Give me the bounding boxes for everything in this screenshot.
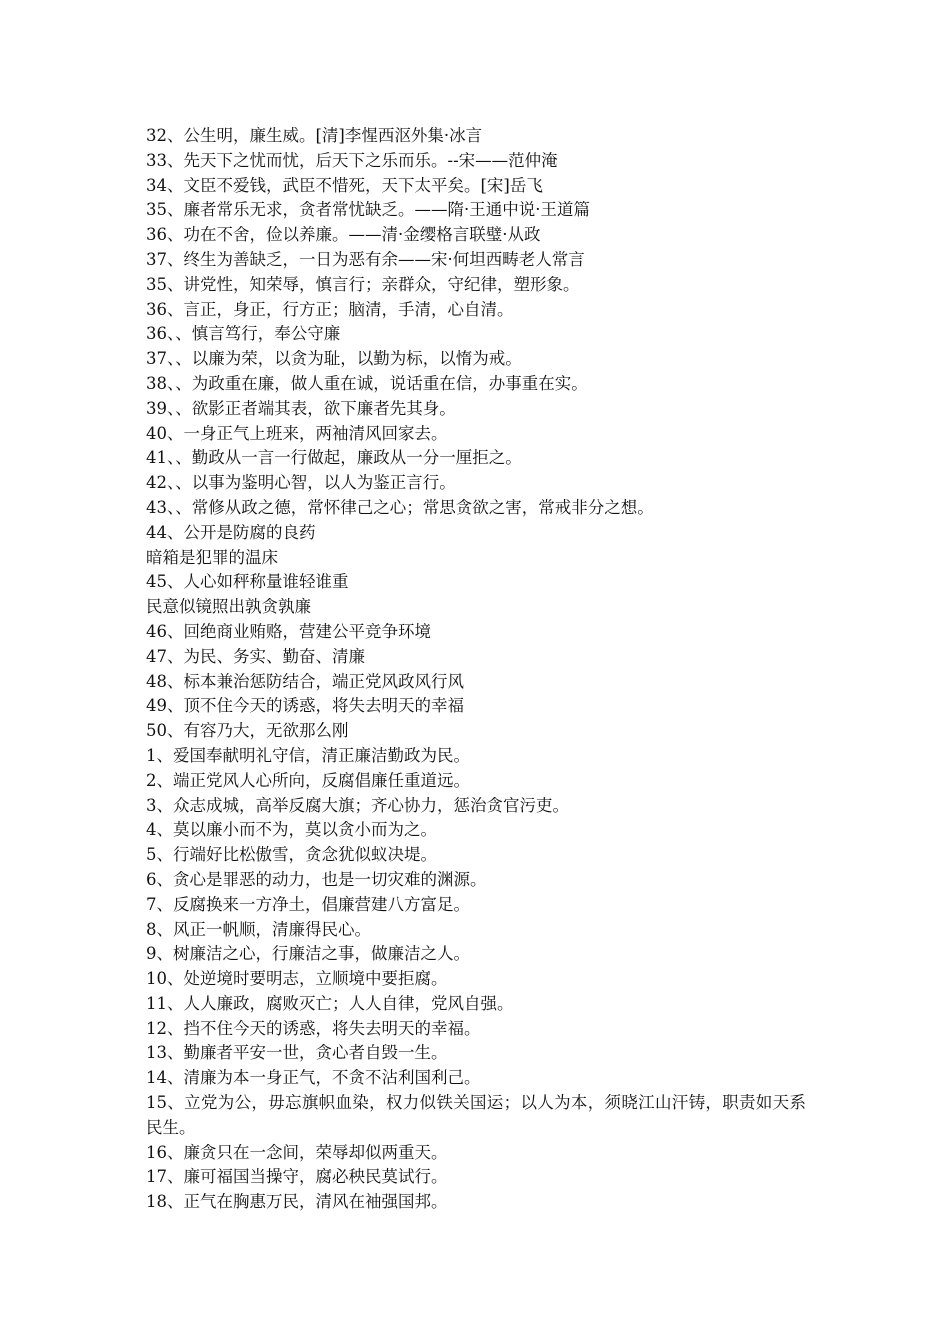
text-line: 5、行端好比松傲雪，贪念犹似蚁决堤。 xyxy=(146,845,437,865)
text-line: 17、廉可福国当操守，腐必秧民莫试行。 xyxy=(146,1167,448,1187)
text-line: 1、爱国奉献明礼守信，清正廉洁勤政为民。 xyxy=(146,745,470,765)
text-line: 11、人人廉政，腐败灭亡；人人自律，党风自强。 xyxy=(146,993,514,1013)
text-line: 13、勤廉者平安一世，贪心者自毁一生。 xyxy=(146,1043,448,1063)
text-line: 44、公开是防腐的良药 xyxy=(146,522,316,542)
text-line: 36、功在不舍，俭以养廉。——清·金缨格言联璧·从政 xyxy=(146,225,541,245)
text-line: 37、终生为善缺乏，一日为恶有余——宋·何坦西畴老人常言 xyxy=(146,249,585,269)
text-line: 3、众志成城，高举反腐大旗；齐心协力，惩治贪官污吏。 xyxy=(146,795,569,815)
text-line: 民意似镜照出孰贪孰廉 xyxy=(146,597,311,617)
document-body xyxy=(146,124,806,1215)
text-line: 36、言正，身正，行方正；脑清，手清，心自清。 xyxy=(146,299,514,319)
text-line: 38、、为政重在廉，做人重在诚，说话重在信，办事重在实。 xyxy=(146,373,588,393)
text-line: 35、廉者常乐无求，贪者常忧缺乏。——隋·王通中说·王道篇 xyxy=(146,200,590,220)
text-line: 45、人心如秤称量谁轻谁重 xyxy=(146,572,349,592)
text-line: 14、清廉为本一身正气，不贪不沾利国利己。 xyxy=(146,1068,481,1088)
text-line: 2、端正党风人心所向，反腐倡廉任重道远。 xyxy=(146,770,470,790)
text-line: 7、反腐换来一方净土，倡廉营建八方富足。 xyxy=(146,894,470,914)
text-line: 49、顶不住今天的诱惑，将失去明天的幸福 xyxy=(146,696,464,716)
text-line: 暗箱是犯罪的温床 xyxy=(146,547,278,567)
text-line: 50、有容乃大，无欲那么刚 xyxy=(146,721,349,741)
text-line: 47、为民、务实、勤奋、清廉 xyxy=(146,646,365,666)
text-line: 34、文臣不爱钱，武臣不惜死，天下太平矣。[宋]岳飞 xyxy=(146,175,543,195)
text-line-wrapped: 15、立党为公，毋忘旗帜血染，权力似铁关国运；以人为本，须晓江山汗铸，职责如天系民生。 xyxy=(146,1093,806,1137)
text-line: 41、、勤政从一言一行做起，廉政从一分一厘拒之。 xyxy=(146,448,522,468)
text-line: 8、风正一帆顺，清廉得民心。 xyxy=(146,919,371,939)
text-line: 18、正气在胸惠万民，清风在袖强国邦。 xyxy=(146,1192,448,1212)
text-line: 6、贪心是罪恶的动力，也是一切灾难的渊源。 xyxy=(146,869,487,889)
text-line: 48、标本兼治惩防结合，端正党风政风行风 xyxy=(146,671,464,691)
text-line: 39、、欲影正者端其表，欲下廉者先其身。 xyxy=(146,398,456,418)
text-line: 33、先天下之忧而忧，后天下之乐而乐。--宋——范仲淹 xyxy=(146,150,558,170)
text-line: 42、、以事为鉴明心智，以人为鉴正言行。 xyxy=(146,473,456,493)
text-line: 37、、以廉为荣，以贪为耻，以勤为标，以惰为戒。 xyxy=(146,349,522,369)
text-line: 9、树廉洁之心，行廉洁之事，做廉洁之人。 xyxy=(146,944,470,964)
text-line: 12、挡不住今天的诱惑，将失去明天的幸福。 xyxy=(146,1018,481,1038)
text-line: 4、莫以廉小而不为，莫以贪小而为之。 xyxy=(146,820,437,840)
text-line: 35、讲党性，知荣辱，慎言行；亲群众，守纪律，塑形象。 xyxy=(146,274,580,294)
text-line: 36、、慎言笃行，奉公守廉 xyxy=(146,324,341,344)
text-line: 46、回绝商业贿赂，营建公平竞争环境 xyxy=(146,621,431,641)
text-line: 43、、常修从政之德，常怀律己之心；常思贪欲之害，常戒非分之想。 xyxy=(146,497,654,517)
text-line: 40、一身正气上班来，两袖清风回家去。 xyxy=(146,423,448,443)
text-line: 32、公生明，廉生威。[清]李惺西沤外集·冰言 xyxy=(146,126,483,145)
text-line: 16、廉贪只在一念间，荣辱却似两重天。 xyxy=(146,1142,448,1162)
text-line: 10、处逆境时要明志，立顺境中要拒腐。 xyxy=(146,969,448,989)
